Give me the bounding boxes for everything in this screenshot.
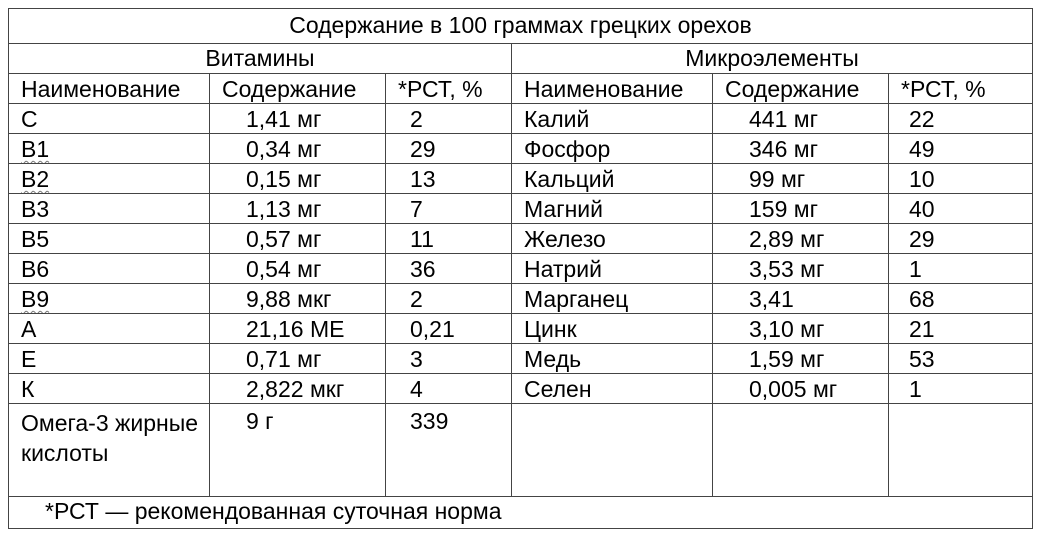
vitamin-amount: 0,15 мг [210, 164, 386, 194]
mineral-rdi: 22 [889, 104, 1033, 134]
table-row [9, 254, 1033, 284]
vitamin-name: B6 [9, 254, 210, 284]
vitamin-name: B5 [9, 224, 210, 254]
vitamin-amount: 21,16 МЕ [210, 314, 386, 344]
vitamin-rdi: 11 [386, 224, 512, 254]
vitamin-name: C [9, 104, 210, 134]
group-header-vitamins: Витамины [9, 44, 512, 74]
table-title: Содержание в 100 граммах грецких орехов [9, 9, 1033, 44]
mineral-amount: 441 мг [713, 104, 889, 134]
vitamin-rdi: 29 [386, 134, 512, 164]
mineral-amount: 1,59 мг [713, 344, 889, 374]
table-row [9, 134, 1033, 164]
vitamin-amount: 0,34 мг [210, 134, 386, 164]
column-header-rdi: *РСТ, % [386, 74, 512, 104]
vitamin-amount: 1,13 мг [210, 194, 386, 224]
mineral-rdi: 53 [889, 344, 1033, 374]
mineral-rdi: 68 [889, 284, 1033, 314]
mineral-name: Фосфор [512, 134, 713, 164]
vitamin-name: B1 [9, 134, 210, 164]
mineral-amount: 3,10 мг [713, 314, 889, 344]
vitamin-name: A [9, 314, 210, 344]
vitamin-name: К [9, 374, 210, 404]
vitamin-name: B9 [9, 284, 210, 314]
vitamin-name: B2 [9, 164, 210, 194]
vitamin-rdi: 36 [386, 254, 512, 284]
vitamin-amount: 2,822 мкг [210, 374, 386, 404]
table-row [9, 284, 1033, 314]
empty-cell [512, 404, 713, 497]
mineral-rdi: 1 [889, 254, 1033, 284]
vitamin-rdi: 2 [386, 284, 512, 314]
vitamin-rdi: 339 [386, 404, 512, 497]
vitamin-amount: 1,41 мг [210, 104, 386, 134]
mineral-name: Цинк [512, 314, 713, 344]
mineral-rdi: 49 [889, 134, 1033, 164]
mineral-amount: 159 мг [713, 194, 889, 224]
table-row [9, 104, 1033, 134]
column-header-row [9, 74, 1033, 104]
mineral-amount: 3,53 мг [713, 254, 889, 284]
mineral-amount: 2,89 мг [713, 224, 889, 254]
vitamin-rdi: 3 [386, 344, 512, 374]
mineral-name: Калий [512, 104, 713, 134]
column-header-rdi: *РСТ, % [889, 74, 1033, 104]
mineral-amount: 0,005 мг [713, 374, 889, 404]
mineral-name: Натрий [512, 254, 713, 284]
column-header-name: Наименование [9, 74, 210, 104]
mineral-amount: 3,41 [713, 284, 889, 314]
table-row [9, 164, 1033, 194]
nutrition-table [8, 8, 1033, 529]
mineral-rdi: 40 [889, 194, 1033, 224]
vitamin-name: Омега-3 жирные кислоты [9, 404, 210, 497]
mineral-name: Селен [512, 374, 713, 404]
table-row [9, 404, 1033, 497]
mineral-name: Магний [512, 194, 713, 224]
table-row [9, 194, 1033, 224]
mineral-rdi: 1 [889, 374, 1033, 404]
table-row [9, 314, 1033, 344]
mineral-name: Железо [512, 224, 713, 254]
vitamin-rdi: 2 [386, 104, 512, 134]
table-row [9, 224, 1033, 254]
table-row [9, 374, 1033, 404]
empty-cell [889, 404, 1033, 497]
footnote: *РСТ — рекомендованная суточная норма [9, 497, 1033, 529]
mineral-name: Медь [512, 344, 713, 374]
column-header-amount: Содержание [210, 74, 386, 104]
vitamin-rdi: 13 [386, 164, 512, 194]
vitamin-amount: 0,71 мг [210, 344, 386, 374]
mineral-name: Кальций [512, 164, 713, 194]
vitamin-rdi: 0,21 [386, 314, 512, 344]
mineral-name: Марганец [512, 284, 713, 314]
empty-cell [713, 404, 889, 497]
vitamin-rdi: 7 [386, 194, 512, 224]
vitamin-amount: 9 г [210, 404, 386, 497]
table-row [9, 344, 1033, 374]
column-header-name: Наименование [512, 74, 713, 104]
vitamin-rdi: 4 [386, 374, 512, 404]
column-header-amount: Содержание [713, 74, 889, 104]
mineral-rdi: 29 [889, 224, 1033, 254]
vitamin-name: B3 [9, 194, 210, 224]
mineral-amount: 99 мг [713, 164, 889, 194]
mineral-amount: 346 мг [713, 134, 889, 164]
vitamin-amount: 0,57 мг [210, 224, 386, 254]
group-header-minerals: Микроэлементы [512, 44, 1033, 74]
mineral-rdi: 21 [889, 314, 1033, 344]
vitamin-amount: 9,88 мкг [210, 284, 386, 314]
mineral-rdi: 10 [889, 164, 1033, 194]
vitamin-name: E [9, 344, 210, 374]
vitamin-amount: 0,54 мг [210, 254, 386, 284]
